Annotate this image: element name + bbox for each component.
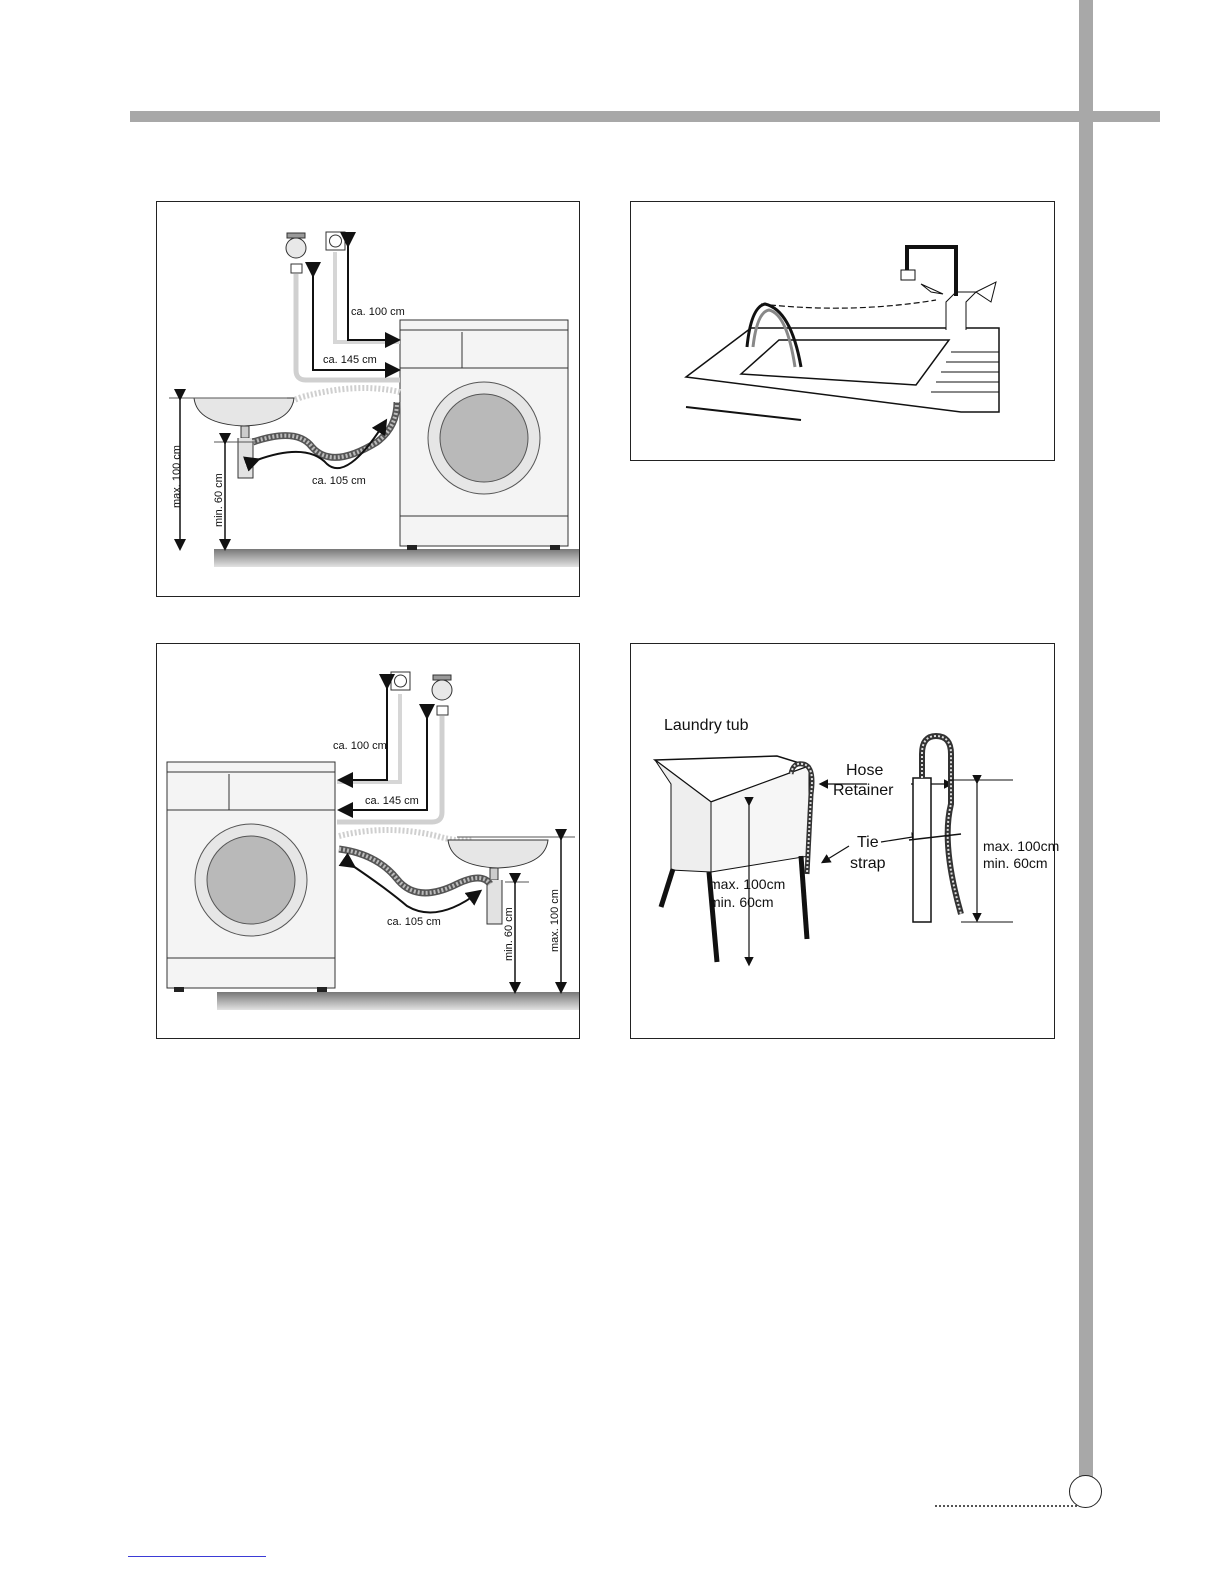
sink-hook-illustration xyxy=(631,202,1054,460)
strap-label: strap xyxy=(850,855,886,872)
laundry-tub-title: Laundry tub xyxy=(664,717,749,734)
basin-drain-illustration xyxy=(157,202,579,596)
figure-sink-hook xyxy=(630,201,1055,461)
figure-basin-drain-left xyxy=(156,643,580,1039)
right-margin-bar xyxy=(1079,0,1093,1478)
tie-label: Tie xyxy=(857,834,879,851)
retainer-label: Retainer xyxy=(833,782,894,799)
tub-max-label: max. 100cm xyxy=(709,876,786,892)
figure-basin-drain-right xyxy=(156,201,580,597)
dim-label-max: max. 100 cm xyxy=(549,889,561,952)
footer-link-line xyxy=(128,1556,266,1557)
dim-label-100: ca. 100 cm xyxy=(351,306,405,318)
tub-min-label: min. 60cm xyxy=(709,894,774,910)
page-number-circle xyxy=(1069,1475,1102,1508)
basin-drain-mirror-illustration xyxy=(157,644,579,1038)
dim-label-min: min. 60 cm xyxy=(213,473,225,527)
dim-label-105: ca. 105 cm xyxy=(312,475,366,487)
pipe-min-label: min. 60cm xyxy=(983,855,1048,871)
dim-label-145: ca. 145 cm xyxy=(365,795,419,807)
hose-label: Hose xyxy=(846,762,884,779)
header-rule xyxy=(130,111,1160,122)
figure-laundry-tub xyxy=(630,643,1060,1039)
dim-label-min: min. 60 cm xyxy=(503,907,515,961)
page-dotted-line xyxy=(935,1505,1077,1507)
pipe-max-label: max. 100cm xyxy=(983,838,1060,854)
dim-label-145: ca. 145 cm xyxy=(323,354,377,366)
dim-label-105: ca. 105 cm xyxy=(387,916,441,928)
dim-label-max: max. 100 cm xyxy=(171,445,183,508)
dim-label-100: ca. 100 cm xyxy=(333,740,387,752)
